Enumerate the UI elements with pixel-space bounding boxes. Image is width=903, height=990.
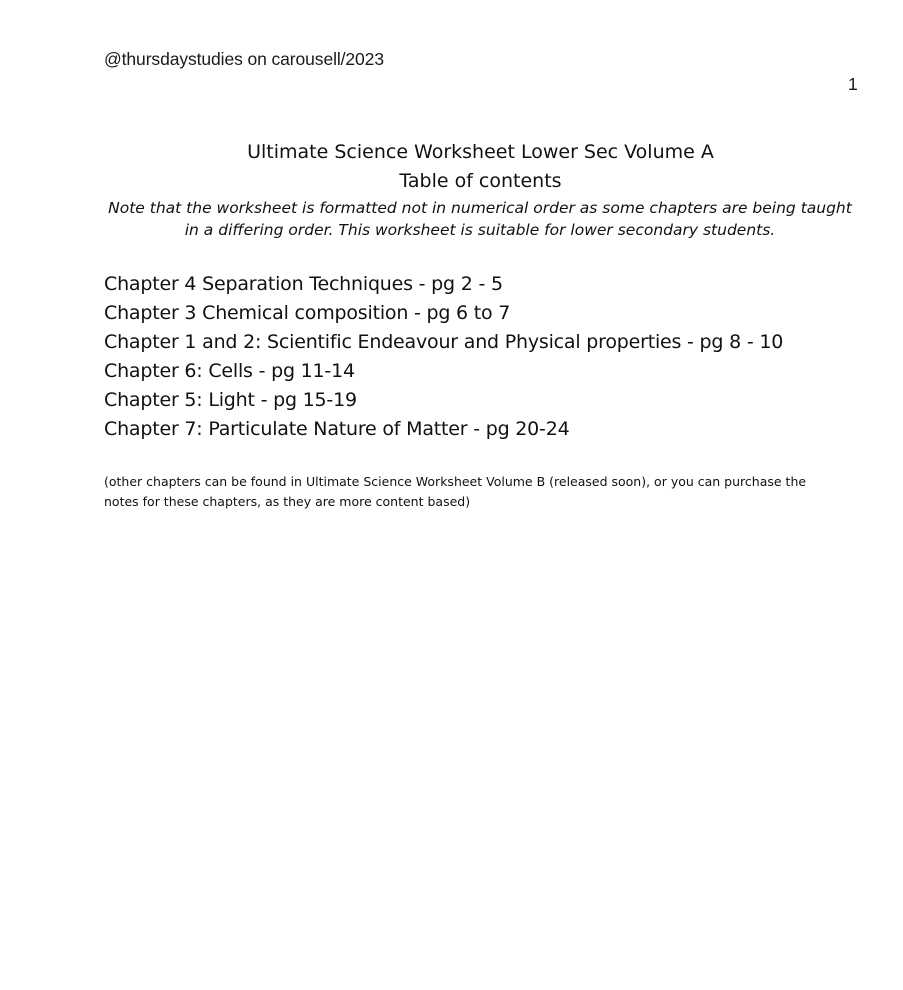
toc-heading: Table of contents <box>399 170 562 192</box>
document-title: Ultimate Science Worksheet Lower Sec Volume A <box>247 141 714 163</box>
title-block <box>0 138 903 241</box>
footnote: (other chapters can be found in Ultimate Science Worksheet Volume B (released soon), or you can purchase the notes for these chapters, as they are more content based) <box>104 474 807 509</box>
table-of-contents <box>104 270 783 444</box>
toc-entry: Chapter 7: Particulate Nature of Matter - pg 20-24 <box>104 418 570 440</box>
page-number: 1 <box>848 74 858 94</box>
ordering-note: Note that the worksheet is formatted not in numerical order as some chapters are being taught in a differing order. This worksheet is suitable for lower secondary students. <box>108 199 852 239</box>
toc-entry: Chapter 1 and 2: Scientific Endeavour and Physical properties - pg 8 - 10 <box>104 331 784 353</box>
toc-entry: Chapter 4 Separation Techniques - pg 2 - 5 <box>104 273 503 295</box>
toc-entry: Chapter 5: Light - pg 15-19 <box>104 389 357 411</box>
toc-entry: Chapter 6: Cells - pg 11-14 <box>104 360 355 382</box>
toc-entry: Chapter 3 Chemical composition - pg 6 to 7 <box>104 302 511 324</box>
header-watermark: @thursdaystudies on carousell/2023 <box>104 49 384 69</box>
